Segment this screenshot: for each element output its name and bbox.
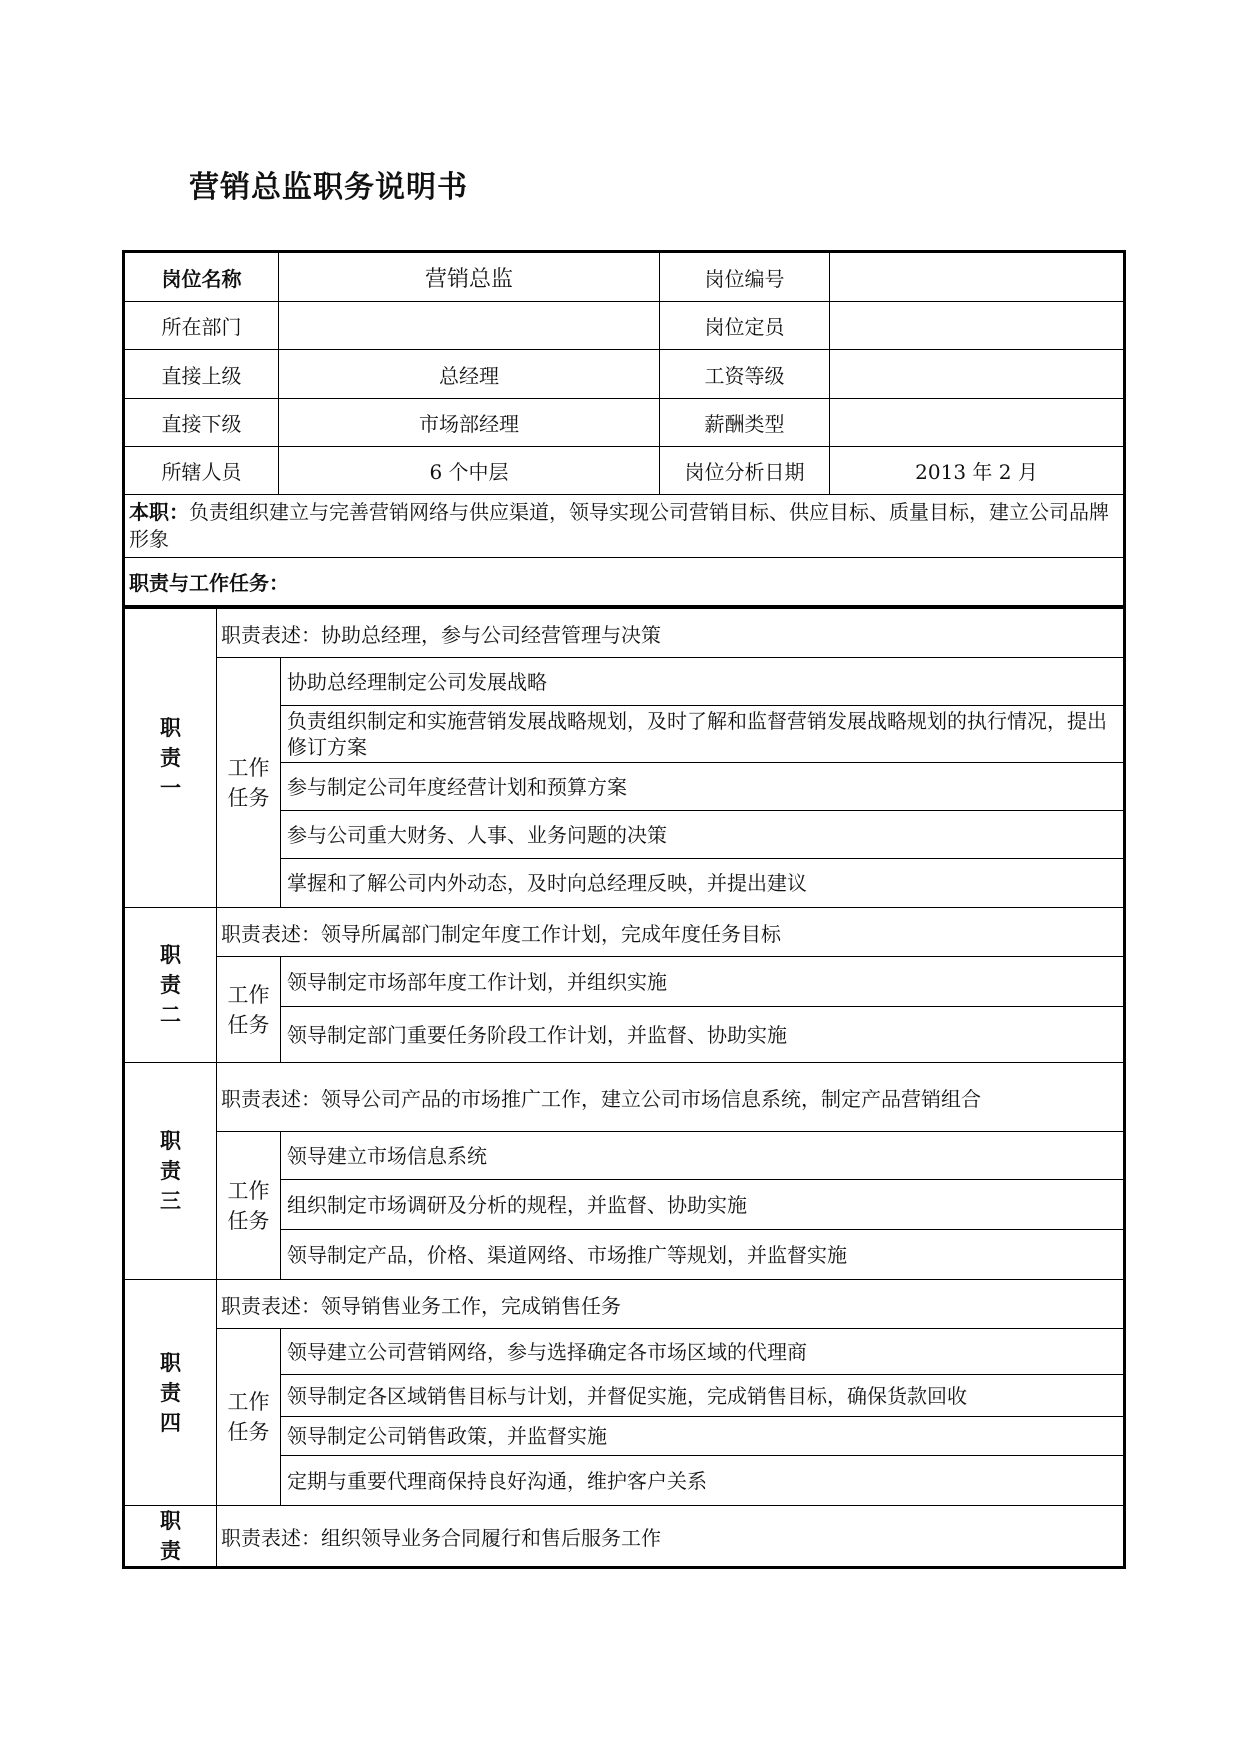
duty-statement-row	[124, 609, 1125, 658]
duty-label-char: 责	[160, 746, 181, 770]
info-row-dept	[124, 302, 1125, 350]
work-task-label-line: 任务	[227, 1012, 270, 1037]
post-no-label: 岗位编号	[660, 252, 830, 302]
task-row	[124, 1132, 1125, 1180]
work-task-label	[217, 1132, 281, 1280]
section-header-row	[124, 558, 1125, 607]
subordinate-label: 直接下级	[124, 399, 279, 447]
task-item: 掌握和了解公司内外动态，及时向总经理反映，并提出建议	[281, 859, 1125, 908]
post-name-value: 营销总监	[279, 252, 660, 302]
work-task-label-line: 工作	[227, 755, 270, 780]
pay-type-label: 薪酬类型	[660, 399, 830, 447]
analysis-date-value: 2013 年 2 月	[830, 447, 1125, 495]
subordinate-value: 市场部经理	[279, 399, 660, 447]
duty-label-char: 一	[160, 776, 181, 800]
work-task-label-line: 任务	[227, 785, 270, 810]
duty-label-char: 职	[160, 1129, 181, 1153]
superior-label: 直接上级	[124, 350, 279, 399]
dept-value	[279, 302, 660, 350]
task-row	[124, 957, 1125, 1007]
duty-label-char: 职	[160, 943, 181, 967]
duties-table	[122, 608, 1126, 1569]
task-item: 领导建立公司营销网络，参与选择确定各市场区域的代理商	[281, 1329, 1125, 1375]
duty-label-char: 责	[160, 1159, 181, 1183]
duty-statement: 职责表述：协助总经理，参与公司经营管理与决策	[217, 609, 1125, 658]
task-row	[124, 1329, 1125, 1375]
duty-label-char: 二	[160, 1003, 181, 1027]
work-task-label-line: 工作	[227, 1390, 270, 1414]
staff-value: 6 个中层	[279, 447, 660, 495]
duty-label-char: 职	[160, 1350, 181, 1375]
work-task-label-line: 工作	[227, 1178, 270, 1203]
duty-summary-row	[124, 495, 1125, 558]
duty-label-char: 责	[160, 1380, 181, 1405]
superior-value: 总经理	[279, 350, 660, 399]
duty-statement-row	[124, 1063, 1125, 1132]
duty-statement: 职责表述：领导所属部门制定年度工作计划，完成年度任务目标	[217, 908, 1125, 957]
duty-label-char: 责	[160, 1539, 181, 1563]
work-task-label-line: 工作	[227, 982, 270, 1007]
grade-label: 工资等级	[660, 350, 830, 399]
duty-statement: 职责表述：领导销售业务工作，完成销售任务	[217, 1280, 1125, 1329]
quota-value	[830, 302, 1125, 350]
task-item: 领导制定部门重要任务阶段工作计划，并监督、协助实施	[281, 1007, 1125, 1063]
info-row-subordinate	[124, 399, 1125, 447]
duty-statement: 职责表述：组织领导业务合同履行和售后服务工作	[217, 1506, 1125, 1568]
duty-label	[124, 1063, 217, 1280]
info-row-staff	[124, 447, 1125, 495]
task-item: 定期与重要代理商保持良好沟通，维护客户关系	[281, 1456, 1125, 1506]
work-task-label	[217, 957, 281, 1063]
work-task-label	[217, 1329, 281, 1506]
duty-label-char: 四	[160, 1410, 181, 1435]
task-item: 领导制定市场部年度工作计划，并组织实施	[281, 957, 1125, 1007]
basic-info-table	[122, 250, 1126, 608]
post-no-value	[830, 252, 1125, 302]
duty-label	[124, 1280, 217, 1506]
task-item: 领导建立市场信息系统	[281, 1132, 1125, 1180]
work-task-label-line: 任务	[227, 1420, 270, 1444]
duty-label-char: 三	[160, 1189, 181, 1213]
quota-label: 岗位定员	[660, 302, 830, 350]
staff-label: 所辖人员	[124, 447, 279, 495]
document-title: 营销总监职务说明书	[189, 170, 468, 205]
duty-summary-label: 本职：	[129, 500, 189, 524]
analysis-date-label: 岗位分析日期	[660, 447, 830, 495]
duty-statement-row	[124, 1280, 1125, 1329]
task-item: 领导制定各区域销售目标与计划，并督促实施，完成销售目标，确保货款回收	[281, 1375, 1125, 1417]
task-item: 领导制定公司销售政策，并监督实施	[281, 1417, 1125, 1456]
task-item: 协助总经理制定公司发展战略	[281, 658, 1125, 706]
duty-label	[124, 908, 217, 1063]
pay-type-value	[830, 399, 1125, 447]
duty-label-char: 职	[160, 1509, 181, 1533]
task-item: 参与制定公司年度经营计划和预算方案	[281, 763, 1125, 811]
job-description-sheet	[122, 250, 1123, 1569]
work-task-label-line: 任务	[227, 1208, 270, 1233]
duty-label	[124, 1506, 217, 1568]
section-header: 职责与工作任务：	[124, 558, 1125, 607]
task-item: 领导制定产品，价格、渠道网络、市场推广等规划，并监督实施	[281, 1230, 1125, 1280]
task-row	[124, 658, 1125, 706]
duty-statement-row	[124, 908, 1125, 957]
task-item: 组织制定市场调研及分析的规程，并监督、协助实施	[281, 1180, 1125, 1230]
duty-summary-cell	[124, 495, 1125, 558]
grade-value	[830, 350, 1125, 399]
info-row-superior	[124, 350, 1125, 399]
work-task-label	[217, 658, 281, 908]
post-name-label: 岗位名称	[124, 252, 279, 302]
duty-label-char: 责	[160, 973, 181, 997]
task-item: 负责组织制定和实施营销发展战略规划，及时了解和监督营销发展战略规划的执行情况，提出修订方案	[281, 706, 1125, 763]
dept-label: 所在部门	[124, 302, 279, 350]
duty-label-char: 职	[160, 716, 181, 740]
duty-statement-row	[124, 1506, 1125, 1568]
duty-summary-text: 负责组织建立与完善营销网络与供应渠道，领导实现公司营销目标、供应目标、质量目标，建立公司品牌形象	[129, 500, 1109, 551]
info-row-post-name	[124, 252, 1125, 302]
task-item: 参与公司重大财务、人事、业务问题的决策	[281, 811, 1125, 859]
duty-statement: 职责表述：领导公司产品的市场推广工作，建立公司市场信息系统，制定产品营销组合	[217, 1063, 1125, 1132]
duty-label	[124, 609, 217, 908]
